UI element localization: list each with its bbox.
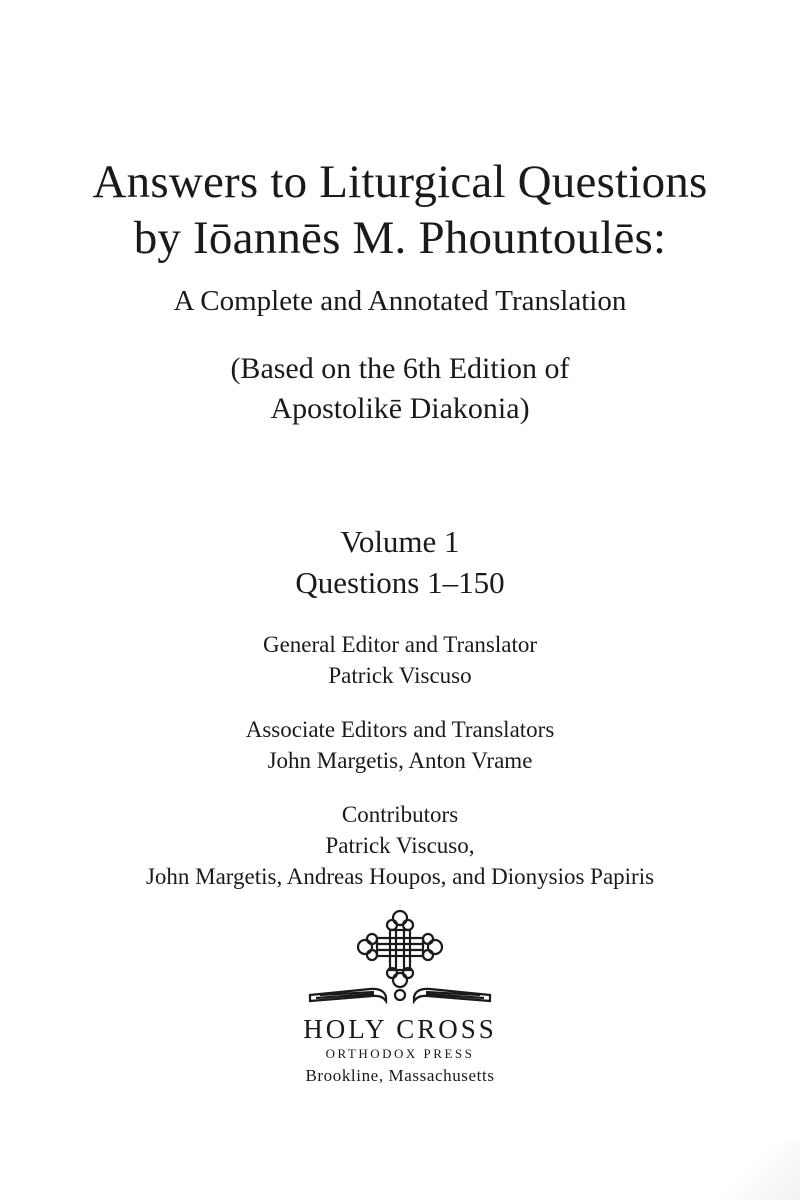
- holy-cross-press-logo-icon: [300, 905, 500, 1010]
- general-editor-names: Patrick Viscuso: [328, 663, 472, 688]
- book-subtitle: A Complete and Annotated Translation: [173, 285, 627, 317]
- publisher-place: Brookline, Massachusetts: [305, 1066, 495, 1085]
- book-title-line-2: by Iōannēs M. Phountoulēs:: [133, 212, 667, 264]
- publisher-subname: ORTHODOX PRESS: [325, 1046, 475, 1061]
- page-edge-shadow: [720, 1140, 800, 1200]
- contributors-names-line-1: Patrick Viscuso,: [325, 833, 475, 858]
- associate-editors-names: John Margetis, Anton Vrame: [267, 748, 533, 773]
- volume-range: Questions 1–150: [295, 565, 505, 600]
- publisher-name: HOLY CROSS: [303, 1014, 497, 1044]
- edition-note-line-1: (Based on the 6th Edition of: [230, 352, 570, 385]
- contributors-role: Contributors: [341, 802, 459, 827]
- general-editor-role: General Editor and Translator: [262, 632, 538, 657]
- edition-note-line-2: Apostolikē Diakonia): [270, 392, 530, 425]
- book-title-line-1: Answers to Liturgical Questions: [92, 156, 708, 208]
- contributors-names-line-2: John Margetis, Andreas Houpos, and Dionysios Papiris: [145, 864, 655, 889]
- volume-label: Volume 1: [340, 524, 460, 559]
- associate-editors-role: Associate Editors and Translators: [245, 717, 555, 742]
